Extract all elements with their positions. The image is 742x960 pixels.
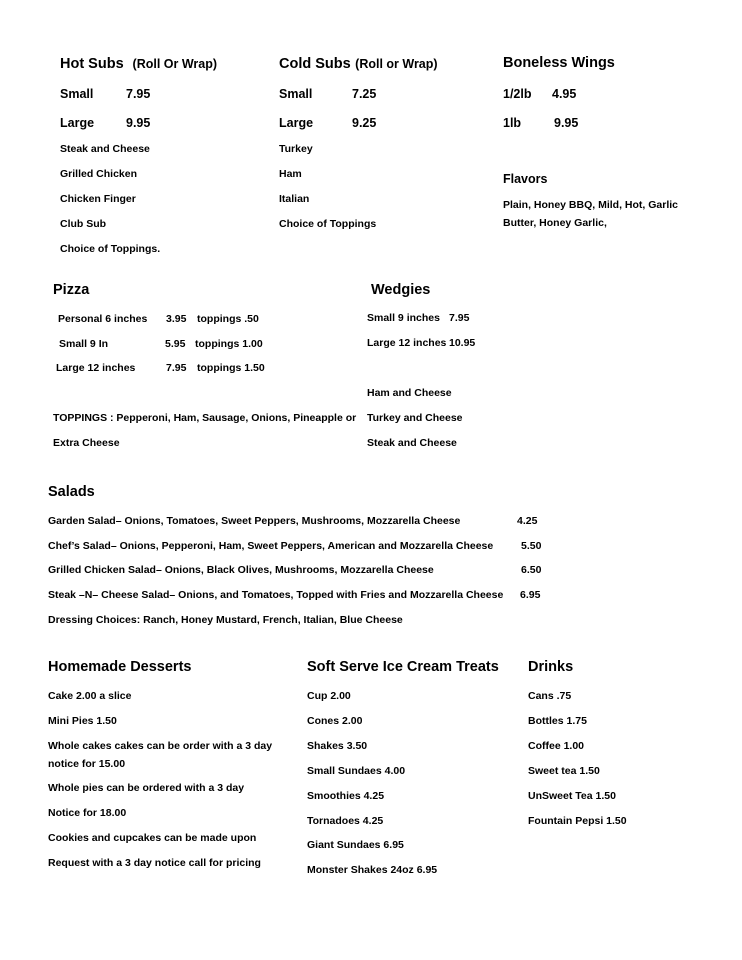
- hot-subs-large-price: 9.95: [126, 116, 151, 130]
- cold-subs-small-label: Small: [279, 87, 313, 101]
- dressing-choices: Dressing Choices: Ranch, Honey Mustard, French, Italian, Blue Cheese: [48, 614, 403, 626]
- cold-subs-small-price: 7.25: [352, 87, 377, 101]
- pizza-size: Personal 6 inches: [58, 313, 148, 325]
- wings-half-label: 1/2lb: [503, 87, 532, 101]
- salad-price: 6.50: [521, 564, 542, 576]
- wedgies-title: Wedgies: [371, 282, 431, 298]
- pizza-toppings-price: toppings .50: [197, 313, 259, 325]
- cold-subs-item: Choice of Toppings: [279, 218, 377, 230]
- dessert-line: notice for 15.00: [48, 758, 126, 770]
- cold-subs-heading: [279, 55, 438, 73]
- cold-subs-item: Italian: [279, 193, 310, 205]
- flavors-line: Plain, Honey BBQ, Mild, Hot, Garlic: [503, 199, 679, 211]
- hot-subs-small-price: 7.95: [126, 87, 151, 101]
- desserts-title: Homemade Desserts: [48, 659, 192, 675]
- dessert-line: Notice for 18.00: [48, 807, 127, 819]
- ice-cream-item: Tornadoes 4.25: [307, 815, 384, 827]
- pizza-toppings-price: toppings 1.00: [195, 338, 263, 350]
- pizza-size: Small 9 In: [59, 338, 109, 350]
- pizza-toppings-list: TOPPINGS : Pepperoni, Ham, Sausage, Onions, Pineapple or: [53, 412, 357, 424]
- hot-subs-item: Grilled Chicken: [60, 168, 138, 180]
- cold-subs-subtitle: (Roll or Wrap): [355, 57, 438, 71]
- hot-subs-item: Chicken Finger: [60, 193, 136, 205]
- hot-subs-subtitle: (Roll Or Wrap): [132, 57, 218, 71]
- hot-subs-title: Hot Subs: [60, 56, 124, 72]
- salads-title: Salads: [48, 484, 95, 500]
- wings-one-label: 1lb: [503, 116, 522, 130]
- wings-half-price: 4.95: [552, 87, 577, 101]
- wedgies-item: Turkey and Cheese: [367, 412, 463, 424]
- drink-item: Fountain Pepsi 1.50: [528, 815, 627, 827]
- ice-cream-item: Small Sundaes 4.00: [307, 765, 406, 777]
- ice-cream-item: Cup 2.00: [307, 690, 351, 702]
- ice-cream-item: Giant Sundaes 6.95: [307, 839, 404, 851]
- hot-subs-heading: [60, 55, 217, 73]
- hot-subs-item: Choice of Toppings.: [60, 243, 161, 255]
- wedgies-size: Small 9 inches: [367, 312, 440, 324]
- pizza-title: Pizza: [53, 282, 90, 298]
- hot-subs-item: Club Sub: [60, 218, 107, 230]
- wedgies-item: Ham and Cheese: [367, 387, 452, 399]
- salad-price: 5.50: [521, 540, 542, 552]
- drink-item: Coffee 1.00: [528, 740, 585, 752]
- salad-name: Steak –N– Cheese Salad– Onions, and Tomatoes, Topped with Fries and Mozzarella Cheese: [48, 589, 504, 601]
- ice-cream-item: Cones 2.00: [307, 715, 363, 727]
- pizza-toppings-list: Extra Cheese: [53, 437, 120, 449]
- dessert-line: Mini Pies 1.50: [48, 715, 117, 727]
- flavors-title: Flavors: [503, 172, 548, 186]
- wedgies-size: Large 12 inches: [367, 337, 447, 349]
- hot-subs-large-label: Large: [60, 116, 95, 130]
- drink-item: Sweet tea 1.50: [528, 765, 600, 777]
- drinks-title: Drinks: [528, 659, 574, 675]
- salad-price: 6.95: [520, 589, 541, 601]
- ice-cream-item: Shakes 3.50: [307, 740, 368, 752]
- dessert-line: Cookies and cupcakes can be made upon: [48, 832, 257, 844]
- ice-cream-item: Monster Shakes 24oz 6.95: [307, 864, 438, 876]
- pizza-price: 3.95: [166, 313, 187, 325]
- salad-name: Garden Salad– Onions, Tomatoes, Sweet Peppers, Mushrooms, Mozzarella Cheese: [48, 515, 461, 527]
- dessert-line: Whole cakes cakes can be order with a 3 day: [48, 740, 273, 752]
- flavors-line: Butter, Honey Garlic,: [503, 217, 607, 229]
- wedgies-price: 10.95: [449, 337, 476, 349]
- drink-item: UnSweet Tea 1.50: [528, 790, 616, 802]
- wings-one-price: 9.95: [554, 116, 579, 130]
- dessert-line: Request with a 3 day notice call for pricing: [48, 857, 261, 869]
- pizza-size: Large 12 inches: [56, 362, 136, 374]
- salad-name: Chef’s Salad– Onions, Pepperoni, Ham, Sweet Peppers, American and Mozzarella Cheese: [48, 540, 494, 552]
- cold-subs-large-price: 9.25: [352, 116, 377, 130]
- cold-subs-item: Ham: [279, 168, 302, 180]
- pizza-toppings-price: toppings 1.50: [197, 362, 265, 374]
- pizza-price: 7.95: [166, 362, 187, 374]
- ice-cream-item: Smoothies 4.25: [307, 790, 385, 802]
- wedgies-price: 7.95: [449, 312, 470, 324]
- cold-subs-item: Turkey: [279, 143, 313, 155]
- hot-subs-small-label: Small: [60, 87, 94, 101]
- pizza-price: 5.95: [165, 338, 186, 350]
- dessert-line: Cake 2.00 a slice: [48, 690, 132, 702]
- salad-price: 4.25: [517, 515, 538, 527]
- wedgies-item: Steak and Cheese: [367, 437, 457, 449]
- drink-item: Cans .75: [528, 690, 572, 702]
- dessert-line: Whole pies can be ordered with a 3 day: [48, 782, 245, 794]
- ice-cream-title: Soft Serve Ice Cream Treats: [307, 659, 499, 675]
- drink-item: Bottles 1.75: [528, 715, 587, 727]
- cold-subs-large-label: Large: [279, 116, 314, 130]
- boneless-wings-title: Boneless Wings: [503, 55, 615, 71]
- cold-subs-title: Cold Subs: [279, 56, 351, 72]
- hot-subs-item: Steak and Cheese: [60, 143, 150, 155]
- salad-name: Grilled Chicken Salad– Onions, Black Olives, Mushrooms, Mozzarella Cheese: [48, 564, 434, 576]
